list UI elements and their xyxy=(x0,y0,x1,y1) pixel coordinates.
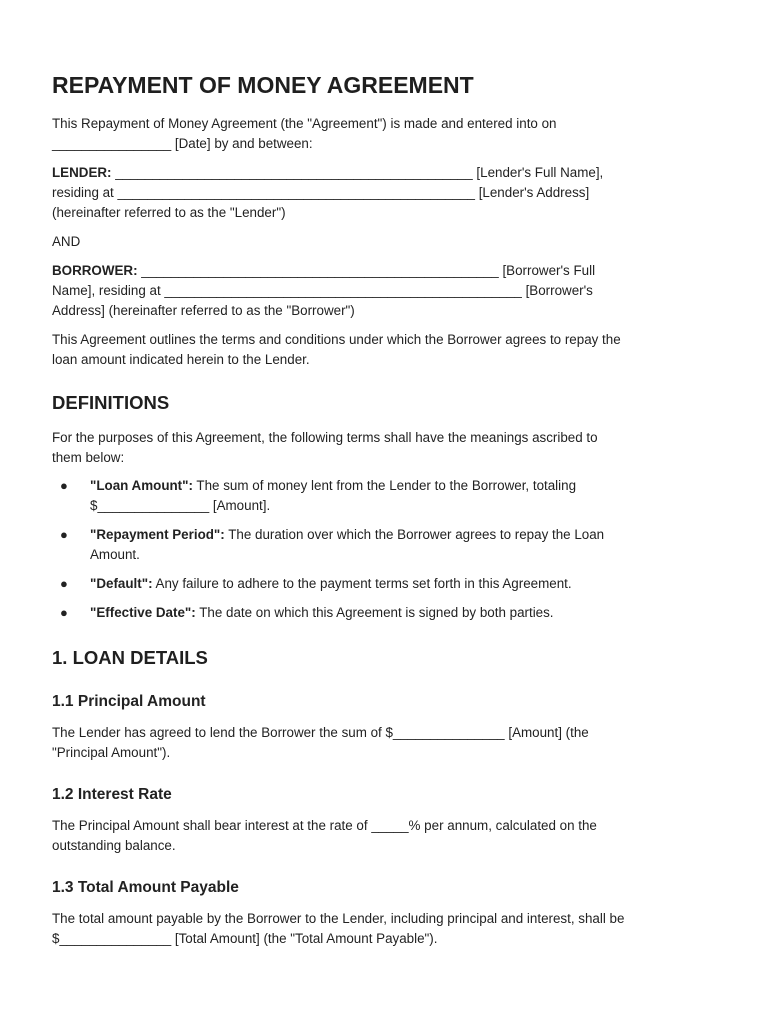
definitions-list xyxy=(52,476,720,623)
lender-line-2: residing at ________________________________________________ [Lender's Address] xyxy=(52,185,590,200)
and-text: AND xyxy=(52,234,81,249)
definition-text-line-2: Amount. xyxy=(90,547,140,562)
intro-line-2: ________________ [Date] by and between: xyxy=(52,136,313,151)
principal-line-1: The Lender has agreed to lend the Borrower the sum of $_______________ [Amount] (the xyxy=(52,725,589,740)
intro-line-1: This Repayment of Money Agreement (the "Agreement") is made and entered into on xyxy=(52,116,557,131)
bullet-icon: ● xyxy=(60,527,68,542)
outline-line-2: loan amount indicated herein to the Lender. xyxy=(52,352,310,367)
document-title: REPAYMENT OF MONEY AGREEMENT xyxy=(52,72,474,98)
lender-line-1: ________________________________________________ [Lender's Full Name], xyxy=(111,165,604,180)
loan-details-heading: 1. LOAN DETAILS xyxy=(52,647,208,668)
borrower-paragraph xyxy=(52,261,720,321)
total-line-1: The total amount payable by the Borrower to the Lender, including principal and interest, shall be xyxy=(52,911,625,926)
definitions-intro-line-2: them below: xyxy=(52,450,125,465)
total-amount-paragraph xyxy=(52,909,720,949)
interest-line-1: The Principal Amount shall bear interest at the rate of _____% per annum, calculated on the xyxy=(52,818,597,833)
intro-paragraph xyxy=(52,114,720,154)
definitions-intro-line-1: For the purposes of this Agreement, the following terms shall have the meanings ascribed to xyxy=(52,430,598,445)
definition-term: "Repayment Period": xyxy=(90,527,225,542)
interest-rate-paragraph xyxy=(52,816,720,856)
definition-term: "Default": xyxy=(90,576,153,591)
principal-amount-paragraph xyxy=(52,723,720,763)
definition-text-line-2: $_______________ [Amount]. xyxy=(90,498,271,513)
borrower-line-2: Name], residing at ________________________________________________ [Borrower's xyxy=(52,283,593,298)
bullet-icon: ● xyxy=(60,576,68,591)
total-line-2: $_______________ [Total Amount] (the "Total Amount Payable"). xyxy=(52,931,438,946)
definition-term: "Effective Date": xyxy=(90,605,196,620)
borrower-line-3: Address] (hereinafter referred to as the "Borrower") xyxy=(52,303,355,318)
definition-item-repayment-period xyxy=(52,525,720,565)
interest-line-2: outstanding balance. xyxy=(52,838,176,853)
bullet-icon: ● xyxy=(60,605,68,620)
outline-paragraph xyxy=(52,330,720,370)
outline-line-1: This Agreement outlines the terms and conditions under which the Borrower agrees to repay the xyxy=(52,332,621,347)
definition-text-line-1: The duration over which the Borrower agrees to repay the Loan xyxy=(224,527,605,542)
definition-text-line-1: The date on which this Agreement is signed by both parties. xyxy=(195,605,554,620)
definition-term: "Loan Amount": xyxy=(90,478,193,493)
lender-label: LENDER: xyxy=(52,165,112,180)
principal-line-2: "Principal Amount"). xyxy=(52,745,171,760)
bullet-icon: ● xyxy=(60,478,68,493)
definition-item-effective-date xyxy=(52,603,720,623)
definitions-intro xyxy=(52,428,720,468)
document-page xyxy=(52,70,720,949)
definition-item-loan-amount xyxy=(52,476,720,516)
definition-text-line-1: Any failure to adhere to the payment terms set forth in this Agreement. xyxy=(152,576,572,591)
lender-paragraph xyxy=(52,163,720,223)
definition-item-default xyxy=(52,574,720,594)
borrower-line-1: ________________________________________________ [Borrower's Full xyxy=(137,263,596,278)
definition-text-line-1: The sum of money lent from the Lender to the Borrower, totaling xyxy=(192,478,577,493)
total-amount-heading: 1.3 Total Amount Payable xyxy=(52,879,239,896)
definitions-heading: DEFINITIONS xyxy=(52,392,170,413)
interest-rate-heading: 1.2 Interest Rate xyxy=(52,786,172,803)
lender-line-3: (hereinafter referred to as the "Lender") xyxy=(52,205,286,220)
borrower-label: BORROWER: xyxy=(52,263,138,278)
principal-amount-heading: 1.1 Principal Amount xyxy=(52,693,206,710)
